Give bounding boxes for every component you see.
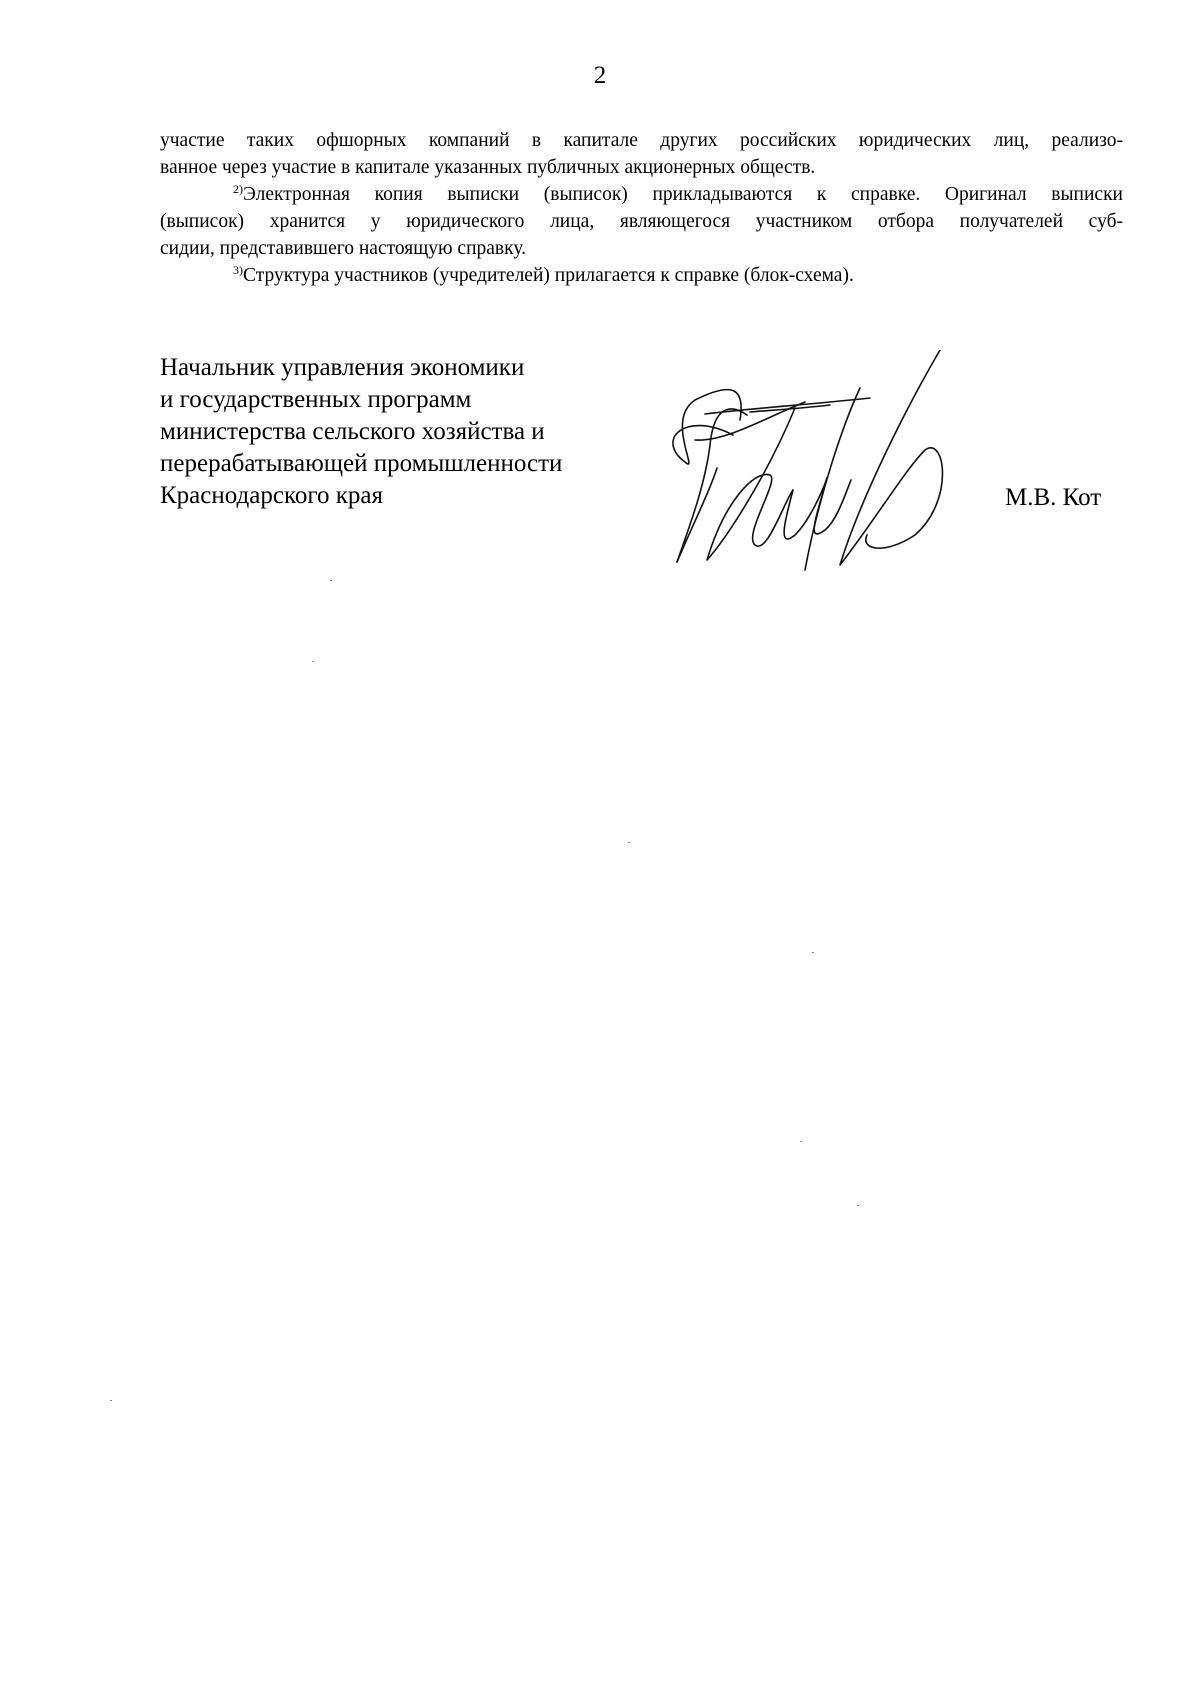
footnote-3-text: Структура участников (учредителей) прилагается к справке (блок-схема). bbox=[243, 265, 854, 286]
scan-speck bbox=[628, 842, 630, 843]
position-line: Начальник управления экономики bbox=[160, 354, 525, 381]
scan-speck bbox=[110, 1400, 112, 1401]
scan-speck bbox=[800, 1141, 802, 1142]
position-line: и государственных программ bbox=[160, 386, 472, 413]
scan-speck bbox=[857, 1205, 859, 1206]
footnote-continuation-line: ванное через участие в капитале указанных публичных акционерных обществ. bbox=[160, 157, 816, 178]
position-line: Краснодарского края bbox=[160, 482, 383, 509]
footnote-2 bbox=[160, 181, 1123, 208]
scan-speck bbox=[812, 952, 814, 953]
footnote-3-marker: 3) bbox=[233, 263, 243, 277]
footnote-continuation-line: участие таких офшорных компаний в капитале других российских юридических лиц, реализо- bbox=[160, 130, 1123, 151]
footnote-2-marker: 2) bbox=[233, 182, 243, 196]
footnote-2-line: (выписок) хранится у юридического лица, являющегося участником отбора получателей суб- bbox=[160, 211, 1123, 232]
scan-speck bbox=[312, 661, 314, 662]
page-number: 2 bbox=[593, 62, 607, 89]
footnote-2-line: сидии, представившего настоящую справку. bbox=[160, 238, 527, 259]
footnote-2-text: Электронная копия выписки (выписок) прикладываются к справке. Оригинал выписки bbox=[243, 184, 1123, 205]
handwritten-signature bbox=[655, 350, 1015, 580]
signer-name: М.В. Кот bbox=[1005, 484, 1102, 511]
footnote-3 bbox=[160, 262, 1123, 289]
footnotes-section bbox=[160, 127, 1123, 289]
position-line: министерства сельского хозяйства и bbox=[160, 418, 545, 445]
scan-speck bbox=[330, 580, 332, 581]
signatory-position bbox=[160, 352, 562, 512]
position-line: перерабатывающей промышленности bbox=[160, 450, 563, 477]
